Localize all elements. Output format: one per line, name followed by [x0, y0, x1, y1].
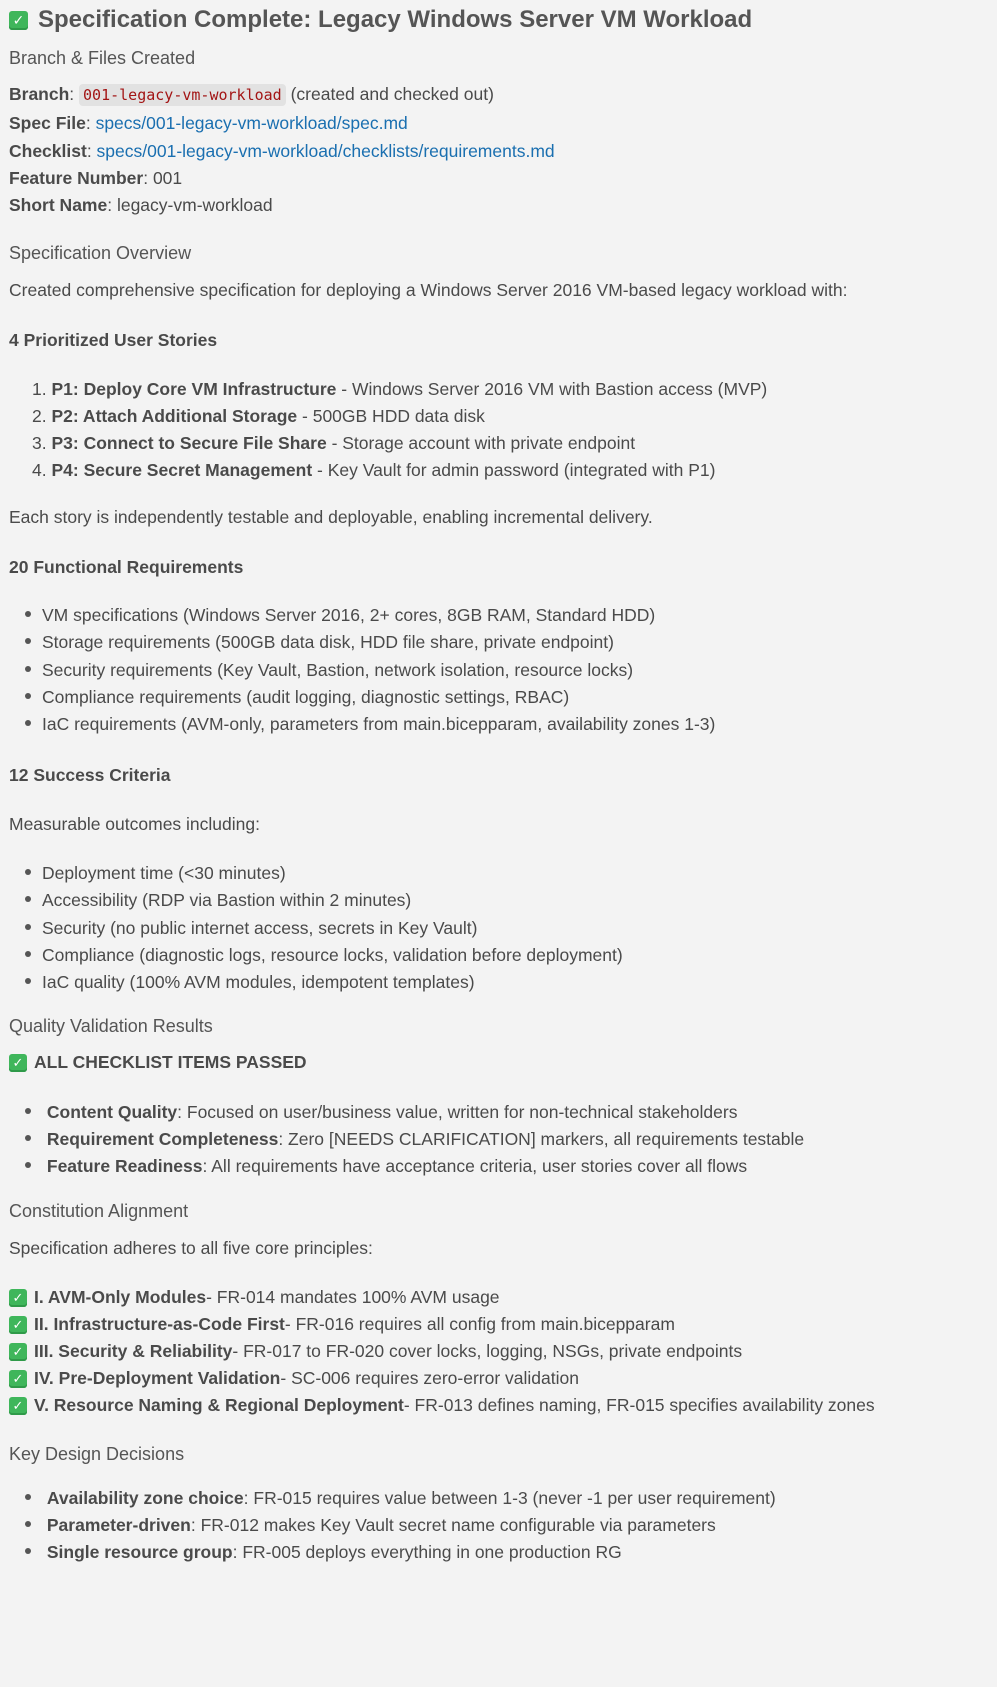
principle-item — [9, 1314, 675, 1335]
principle-text: - FR-013 defines naming, FR-015 specifies availability zones — [403, 1395, 875, 1415]
quality-status-text: ALL CHECKLIST ITEMS PASSED — [34, 1052, 307, 1072]
design-decision-label: Parameter-driven — [46, 1515, 191, 1535]
check-mark-button-icon: ✓ — [9, 1289, 27, 1307]
check-mark-button-icon: ✓ — [9, 1054, 27, 1072]
principle-label: III. Security & Reliability — [34, 1341, 233, 1361]
user-story-item — [32, 406, 485, 427]
spec-file-link[interactable]: specs/001-legacy-vm-workload/spec.md — [95, 113, 408, 133]
stories-note: Each story is independently testable and deployable, enabling incremental delivery. — [9, 507, 653, 527]
requirement-item: VM specifications (Windows Server 2016, 2+ cores, 8GB RAM, Standard HDD) — [25, 605, 655, 626]
list-number: 4. — [32, 460, 47, 480]
principle-item — [9, 1368, 579, 1389]
page-title-text: Specification Complete: Legacy Windows Server VM Workload — [38, 6, 753, 33]
story-desc: - 500GB HDD data disk — [297, 406, 485, 426]
principle-text: - FR-017 to FR-020 cover locks, logging, NSGs, private endpoints — [232, 1341, 743, 1361]
check-mark-button-icon: ✓ — [9, 1316, 27, 1334]
quality-item-label: Requirement Completeness — [46, 1129, 279, 1149]
quality-item — [25, 1102, 737, 1123]
feature-number-label: Feature Number — [9, 168, 144, 188]
check-mark-button-icon: ✓ — [9, 1370, 27, 1388]
page-title — [9, 6, 752, 34]
constitution-heading: Constitution Alignment — [9, 1201, 189, 1221]
quality-validation-heading: Quality Validation Results — [9, 1016, 213, 1036]
success-criterion-item: Deployment time (<30 minutes) — [25, 863, 286, 884]
list-number: 2. — [32, 406, 47, 426]
success-criteria-intro: Measurable outcomes including: — [9, 814, 260, 834]
check-mark-button-icon: ✓ — [9, 1397, 27, 1415]
requirement-item: IaC requirements (AVM-only, parameters from main.bicepparam, availability zones 1-3) — [25, 714, 715, 735]
user-stories-heading: 4 Prioritized User Stories — [9, 330, 218, 350]
principle-text: - SC-006 requires zero-error validation — [280, 1368, 579, 1388]
principle-label: V. Resource Naming & Regional Deployment — [34, 1395, 404, 1415]
constitution-intro: Specification adheres to all five core principles: — [9, 1238, 373, 1258]
spec-file-label: Spec File — [9, 113, 86, 133]
story-title: P4: Secure Secret Management — [51, 460, 313, 480]
design-decision-item — [25, 1515, 716, 1536]
design-decisions-heading: Key Design Decisions — [9, 1444, 185, 1464]
story-title: P2: Attach Additional Storage — [51, 406, 298, 426]
short-name-value: legacy-vm-workload — [116, 195, 273, 215]
quality-item-text: : All requirements have acceptance criteria, user stories cover all flows — [202, 1156, 748, 1176]
success-criterion-item: Compliance (diagnostic logs, resource locks, validation before deployment) — [25, 945, 623, 966]
principle-text: - FR-014 mandates 100% AVM usage — [206, 1287, 500, 1307]
feature-number-row: Feature Number: 001 — [9, 168, 183, 188]
success-criterion-item: IaC quality (100% AVM modules, idempotent templates) — [25, 972, 475, 993]
requirement-item: Security requirements (Key Vault, Bastion, network isolation, resource locks) — [25, 660, 633, 681]
story-desc: - Storage account with private endpoint — [326, 433, 636, 453]
story-desc: - Windows Server 2016 VM with Bastion access (MVP) — [336, 379, 768, 399]
quality-item-label: Content Quality — [46, 1102, 178, 1122]
principle-label: II. Infrastructure-as-Code First — [34, 1314, 285, 1334]
quality-status — [9, 1052, 307, 1073]
spec-file-row: Spec File: specs/001-legacy-vm-workload/spec.md — [9, 113, 408, 133]
story-title: P1: Deploy Core VM Infrastructure — [51, 379, 337, 399]
list-number: 1. — [32, 379, 47, 399]
overview-heading: Specification Overview — [9, 243, 192, 263]
user-story-item — [32, 379, 767, 400]
design-decision-label: Single resource group — [46, 1542, 233, 1562]
principle-item — [9, 1341, 742, 1362]
requirement-item: Storage requirements (500GB data disk, HDD file share, private endpoint) — [25, 632, 614, 653]
success-criterion-item: Security (no public internet access, secrets in Key Vault) — [25, 918, 477, 939]
branch-name-code: 001-legacy-vm-workload — [79, 84, 286, 106]
branch-label: Branch — [9, 84, 70, 104]
branch-row: Branch: 001-legacy-vm-workload (created and checked out) — [9, 84, 494, 104]
functional-requirements-heading: 20 Functional Requirements — [9, 557, 244, 577]
story-title: P3: Connect to Secure File Share — [51, 433, 327, 453]
overview-intro: Created comprehensive specification for deploying a Windows Server 2016 VM-based legacy workload with: — [9, 280, 848, 300]
check-mark-button-icon: ✓ — [9, 11, 28, 30]
checklist-label: Checklist — [9, 141, 87, 161]
user-story-item — [32, 460, 716, 481]
success-criterion-item: Accessibility (RDP via Bastion within 2 minutes) — [25, 890, 411, 911]
story-desc: - Key Vault for admin password (integrated with P1) — [312, 460, 716, 480]
principle-label: I. AVM-Only Modules — [34, 1287, 207, 1307]
branch-files-heading: Branch & Files Created — [9, 48, 196, 68]
checklist-row: Checklist: specs/001-legacy-vm-workload/checklists/requirements.md — [9, 141, 555, 161]
short-name-row: Short Name: legacy-vm-workload — [9, 195, 273, 215]
requirement-item: Compliance requirements (audit logging, diagnostic settings, RBAC) — [25, 687, 569, 708]
quality-item — [25, 1156, 747, 1177]
short-name-label: Short Name — [9, 195, 108, 215]
design-decision-text: : FR-005 deploys everything in one production RG — [232, 1542, 622, 1562]
user-story-item — [32, 433, 635, 454]
design-decision-item — [25, 1542, 622, 1563]
feature-number-value: 001 — [152, 168, 183, 188]
quality-item — [25, 1129, 804, 1150]
design-decision-label: Availability zone choice — [46, 1488, 244, 1508]
quality-item-text: : Zero [NEEDS CLARIFICATION] markers, all requirements testable — [278, 1129, 805, 1149]
check-mark-button-icon: ✓ — [9, 1343, 27, 1361]
principle-label: IV. Pre-Deployment Validation — [34, 1368, 281, 1388]
quality-item-label: Feature Readiness — [46, 1156, 203, 1176]
checklist-link[interactable]: specs/001-legacy-vm-workload/checklists/requirements.md — [96, 141, 555, 161]
design-decision-text: : FR-012 makes Key Vault secret name configurable via parameters — [190, 1515, 716, 1535]
design-decision-text: : FR-015 requires value between 1-3 (never -1 per user requirement) — [243, 1488, 776, 1508]
principle-text: - FR-016 requires all config from main.bicepparam — [284, 1314, 675, 1334]
success-criteria-heading: 12 Success Criteria — [9, 765, 171, 785]
branch-note: (created and checked out) — [290, 84, 494, 104]
principle-item — [9, 1287, 500, 1308]
quality-item-text: : Focused on user/business value, written for non-technical stakeholders — [177, 1102, 738, 1122]
list-number: 3. — [32, 433, 47, 453]
principle-item — [9, 1395, 875, 1416]
design-decision-item — [25, 1488, 776, 1509]
